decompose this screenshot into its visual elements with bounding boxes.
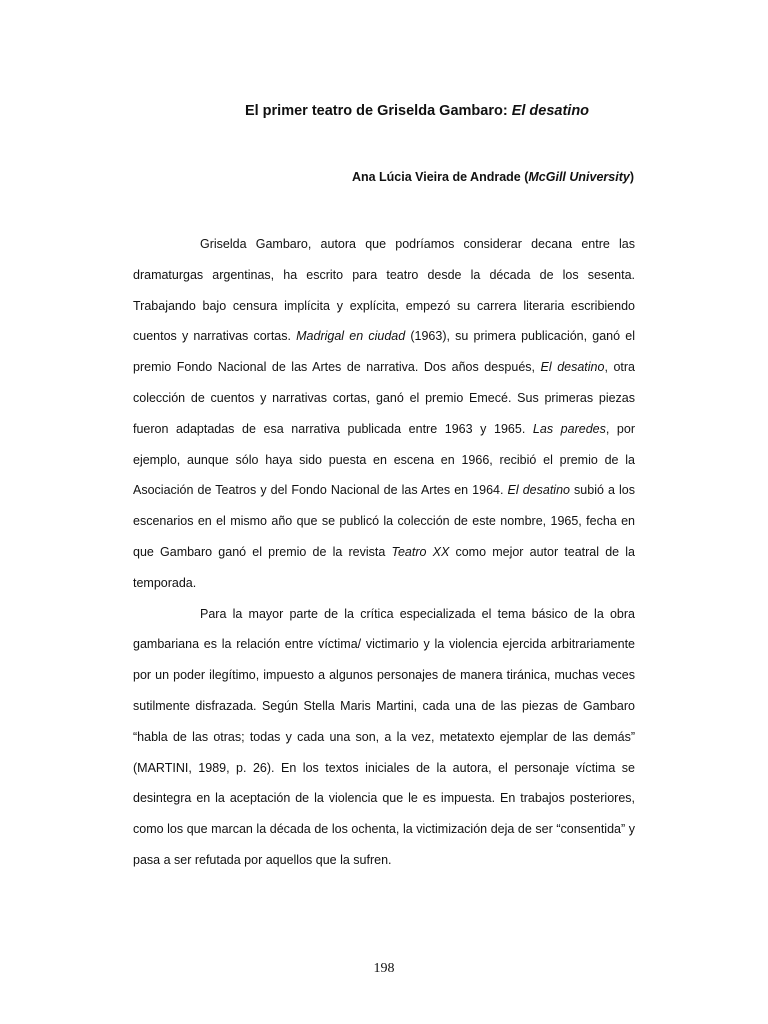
author-institution: McGill University	[528, 170, 630, 184]
page-number: 198	[373, 961, 395, 976]
text-run: (1963), su primera publicación, ganó el premio Fondo Nacional de las Artes de narrativa. Dos años después,	[133, 329, 635, 375]
text-run: Para la mayor parte de la crítica especializada el tema básico de la obra gambariana es la relación entre víctima/ victimario y la violencia ejercida arbitrariamente por un poder ilegítimo, impuesto a algunos personajes de manera tiránica, muchas veces sutilmente disfrazada. Según Stella Maris Martini, cada una de las piezas de Gambaro “habla de las otras; todas y cada una son, a la vez, metatexto ejemplar de las demás” (MARTINI, 1989, p. 26). En los textos iniciales de la autora, el personaje víctima se desintegra en la aceptación de la violencia que le es impuesta. En trabajos posteriores, como los que marcan la década de los ochenta, la victimización deja de ser “consentida” y pasa a ser refutada por aquellos que la sufren.	[133, 606, 635, 867]
italic-run: El desatino	[507, 483, 570, 498]
author-close: )	[629, 170, 634, 184]
title-main: El primer teatro de Griselda Gambaro:	[244, 103, 512, 119]
italic-run: El desatino	[540, 360, 605, 375]
author-line	[352, 168, 634, 186]
paragraph-1	[133, 229, 635, 599]
text-run: , otra colección de cuentos y narrativas cortas, ganó el premio Emecé. Sus primeras piezas fueron adaptadas de esa narrativa publicada entre 1963 y 1965.	[133, 360, 635, 436]
text-run: subió a los escenarios en el mismo año que se publicó la colección de este nombre, 1965, fecha en que Gambaro ganó el premio de la revista	[133, 483, 636, 559]
body-text	[133, 229, 635, 876]
italic-run: Las paredes	[532, 421, 606, 436]
author-name: Ana Lúcia Vieira de Andrade (	[351, 170, 529, 184]
text-run: , por ejemplo, aunque sólo haya sido puesta en escena en 1966, recibió el premio de la Asociación de Teatros y del Fondo Nacional de las Artes en 1964.	[133, 421, 636, 498]
text-run: como mejor autor teatral de la temporada.	[133, 544, 635, 590]
article-title	[0, 101, 768, 121]
paragraph-2	[133, 599, 635, 876]
title-italic: El desatino	[511, 103, 590, 119]
italic-run: Madrigal en ciudad	[296, 329, 406, 344]
italic-run: Teatro XX	[391, 544, 450, 559]
text-run: Griselda Gambaro, autora que podríamos considerar decana entre las dramaturgas argentinas, ha escrito para teatro desde la década de los sesenta. Trabajando bajo censura implícita y explícita, empezó su carrera literaria escribiendo cuentos y narrativas cortas.	[133, 237, 635, 344]
